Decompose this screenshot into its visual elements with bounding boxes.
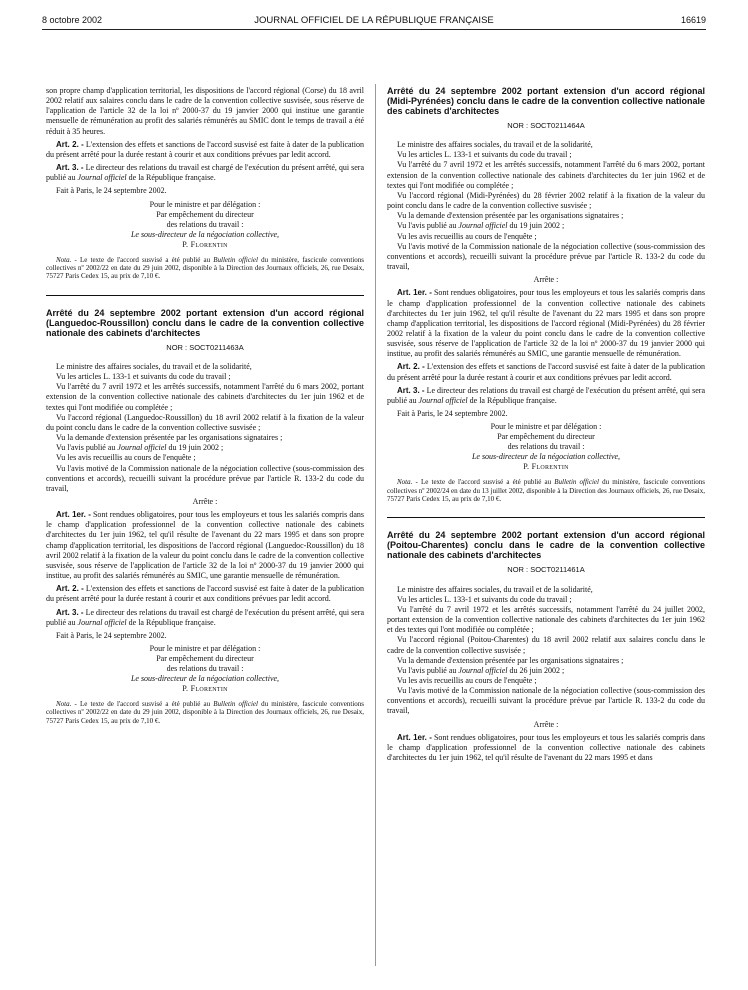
article-paragraph: Art. 2. - L'extension des effets et sanctions de l'accord susvisé est faite à dater de la publication du présent arrêté pour la durée restant à courir et aux conditions prévues par ledit accord. [46, 584, 364, 604]
header-page-number: 16619 [680, 15, 706, 25]
page-header [42, 13, 706, 30]
arrete-title: Arrêté du 24 septembre 2002 portant extension d'un accord régional (Languedoc-Roussillon) conclu dans le cadre de la convention collective nationale des cabinets d'architectes [46, 307, 364, 338]
fait-line: Fait à Paris, le 24 septembre 2002. [56, 186, 167, 196]
arrete-heading: Arrête : [533, 719, 559, 729]
article-paragraph: Art. 1er. - Sont rendues obligatoires, pour tous les employeurs et tous les salariés compris dans le champ d'application professionnel de la convention collective nationale des cabinets d'architectes du 1er juin 1962, tel qu'il résulte de l'avenant du 22 mars 1995 et dans [387, 732, 706, 763]
nota: Nota. - Le texte de l'accord susvisé a été publié au Bulletin officiel du ministère, fascicule conventions collectives nº 2002/22 en date du 29 juin 2002, disponible à la Direction des Journaux officiels, 26, rue Desaix, 75727 Paris Cedex 15, au prix de 7,10 €. [46, 255, 365, 281]
nor-reference: NOR : SOCT0211464A [507, 121, 585, 130]
fait-line: Fait à Paris, le 24 septembre 2002. [397, 409, 508, 419]
section-separator [387, 517, 705, 518]
signature-block: Pour le ministre et par délégation : Par empêchement du directeur des relations du travail : Le sous-directeur de la négociation collective, P. Florentin [130, 199, 280, 249]
arrete-heading: Arrête : [192, 496, 218, 506]
article-paragraph: Art. 2. - L'extension des effets et sanctions de l'accord susvisé est faite à dater de la publication du présent arrêté pour la durée restant à courir et aux conditions prévues par ledit accord. [387, 362, 705, 382]
nor-reference: NOR : SOCT0211461A [507, 565, 585, 575]
article-paragraph: Art. 1er. - Sont rendues obligatoires, pour tous les employeurs et tous les salariés compris dans le champ d'application professionnel de la convention collective nationale des cabinets d'architectes du 1er juin 1962, tel qu'il résulte de l'avenant du 22 mars 1995 et dans son propre champ d'application territorial, les dispositions de l'accord régional (Midi-Pyrénées) du 28 février 2002 relatif à la fixation de la valeur du point conclu dans le cadre de la convention collective susvisée, sous réserve de l'application de l'article 32 de la loi nº 2000-37 du 19 janvier 2000 qui institue, au profit des salariés rémunérés au SMIC, une garantie mensuelle de rémunération. [387, 288, 706, 359]
article-paragraph: Art. 3. - Le directeur des relations du travail est chargé de l'exécution du présent arrêté, qui sera publié au Journal officiel de la République française. [387, 385, 705, 405]
fait-line: Fait à Paris, le 24 septembre 2002. [56, 630, 167, 640]
section-separator [46, 295, 364, 296]
arrete-title: Arrêté du 24 septembre 2002 portant extension d'un accord régional (Poitou-Charentes) conclu dans le cadre de la convention collective nationale des cabinets d'architectes [387, 530, 705, 561]
article-paragraph: Art. 3. - Le directeur des relations du travail est chargé de l'exécution du présent arrêté, qui sera publié au Journal officiel de la République française. [46, 607, 364, 627]
nota: Nota. - Le texte de l'accord susvisé a été publié au Bulletin officiel du ministère, fascicule conventions collectives nº 2002/24 en date du 13 juillet 2002, disponible à la Direction des Journaux officiels, 26, rue Desaix, 75727 Paris Cedex 15, au prix de 7,10 €. [387, 478, 706, 504]
article-paragraph: Art. 1er. - Sont rendues obligatoires, pour tous les employeurs et tous les salariés compris dans le champ d'application professionnel de la convention collective nationale des cabinets d'architectes du 1er juin 1962, tel qu'il résulte de l'avenant du 22 mars 1995 et dans son propre champ d'application territorial, les dispositions de l'accord régional (Languedoc-Roussillon) du 18 avril 2002 relatif à la fixation de la valeur du point conclu dans le cadre de la convention collective susvisée, sous réserve de l'application de l'article 32 de la loi nº 2000-37 du 19 janvier 2000 qui institue, au profit des salariés rémunérés au SMIC, une garantie mensuelle de rémunération. [46, 510, 365, 581]
continued-text: son propre champ d'application territorial, les dispositions de l'accord régional (Corse) du 18 avril 2002 relatif aux salaires conclu dans le cadre de la convention collective susvisée, sous réserve de l'application de l'article 32 de la loi nº 2000-37 du 19 janvier 2000 qui institue une garantie mensuelle de rémunération au profit des salariés rémunérés au SMIC dont le temps de travail a été réduit à 35 heures. [46, 86, 364, 136]
arrete-title: Arrêté du 24 septembre 2002 portant extension d'un accord régional (Midi-Pyrénées) conclu dans le cadre de la convention collective nationale des cabinets d'architectes [387, 86, 705, 116]
header-date: 8 octobre 2002 [42, 15, 103, 25]
signature-block: Pour le ministre et par délégation : Par empêchement du directeur des relations du travail : Le sous-directeur de la négociation collective, P. Florentin [130, 644, 280, 693]
nor-reference: NOR : SOCT0211463A [166, 342, 244, 352]
header-title: JOURNAL OFFICIEL DE LA RÉPUBLIQUE FRANÇAISE [254, 15, 494, 26]
article-paragraph: Art. 3. - Le directeur des relations du travail est chargé de l'exécution du présent arrêté, qui sera publié au Journal officiel de la République française. [46, 163, 364, 183]
arrete-heading: Arrête : [533, 275, 559, 285]
column-divider [375, 84, 376, 966]
signature-block: Pour le ministre et par délégation : Par empêchement du directeur des relations du travail : Le sous-directeur de la négociation collective, P. Florentin [471, 422, 621, 472]
article-paragraph: Art. 2. - L'extension des effets et sanctions de l'accord susvisé est faite à dater de la publication du présent arrêté pour la durée restant à courir et aux conditions prévues par ledit accord. [46, 139, 364, 159]
left-column: son propre champ d'application territorial, les dispositions de l'accord régional (Corse) du 18 avril 2002 relatif aux salaires conclu dans le cadre de la convention collective susvisée, sous réserve de l'application de l'article 32 de la loi nº 2000-37 du 19 janvier 2000 qui institue une garantie mensuelle de rémunération au profit des salariés rémunérés au SMIC dont le temps de travail a été réduit à 35 heures. Art. 2. - L'extension des effets et sanctions de l'accord susvisé est faite à dater de la publication du présent arrêté pour la durée restant à courir et aux conditions prévues par ledit accord. Art. 3. - Le directeur des relations du travail est chargé de l'exécution du présent arrêté, qui sera publié au Journal officiel de la République française. Fait à Paris, le 24 septembre 2002. Pour le ministre et par délégation : Par empêchement du directeur des relations du travail : Le sous-directeur de la négociation collective, P. Florentin Nota. - Le texte de l'accord susvisé a été publié au Bulletin officiel du ministère, fascicule conventions collectives nº 2002/22 en date du 29 juin 2002, disponible à la Direction des Journaux officiels, 26, rue Desaix, 75727 Paris Cedex 15, au prix de 7,10 €. Arrêté du 24 septembre 2002 portant extension d'un accord régional (Languedoc-Roussillon) conclu dans le cadre de la convention collective nationale des cabinets d'architectes NOR : SOCT0211463A Le ministre des affaires sociales, du travail et de la solidarité, Vu les articles L. 133-1 et suivants du code du travail ; Vu l'arrêté du 7 avril 1972 et les arrêtés successifs, notamment l'arrêté du 6 mars 2002, portant extension de la convention collective nationale des cabinets d'architectes du 1er juin 1962 et de textes qui l'ont modifiée ou complétée ; Vu l'accord régional (Languedoc-Roussillon) du 18 avril 2002 relatif à la fixation de la valeur du point conclu dans le cadre de la convention collective susvisée ; Vu la demande d'extension présentée par les organisations signataires ; Vu l'avis publié au Journal officiel du 19 juin 2002 ; Vu les avis recueillis au cours de l'enquête ; Vu l'avis motivé de la Commission nationale de la négociation collective (sous-commission des conventions et accords), recueilli suivant la procédure prévue par l'article R. 133-2 du code du travail, Arrête : Art. 1er. - Sont rendues obligatoires, pour tous les employeurs et tous les salariés compris dans le champ d'application professionnel de la convention collective nationale des cabinets d'architectes du 1er juin 1962, tel qu'il résulte de l'avenant du 22 mars 1995 et dans son propre champ d'application territorial, les dispositions de l'accord régional (Languedoc-Roussillon) du 18 avril 2002 relatif à la fixation de la valeur du point conclu dans le cadre de la convention collective susvisée, sous réserve de l'application de l'article 32 de la loi nº 2000-37 du 19 janvier 2000 qui institue, au profit des salariés rémunérés au SMIC, une garantie mensuelle de rémunération. Art. 2. - L'extension des effets et sanctions de l'accord susvisé est faite à dater de la publication du présent arrêté pour la durée restant à courir et aux conditions prévues par ledit accord. Art. 3. - Le directeur des relations du travail est chargé de l'exécution du présent arrêté, qui sera publié au Journal officiel de la République française. Fait à Paris, le 24 septembre 2002. Pour le ministre et par délégation : Par empêchement du directeur des relations du travail : Le sous-directeur de la négociation collective, P. Florentin Nota. - Le texte de l'accord susvisé a été publié au Bulletin officiel du ministère, fascicule conventions collectives nº 2002/22 en date du 29 juin 2002, disponible à la Direction des Journaux officiels, 26, rue Desaix, 75727 Paris Cedex 15, au prix de 7,10 €. [46, 86, 365, 725]
nota: Nota. - Le texte de l'accord susvisé a été publié au Bulletin officiel du ministère, fascicule conventions collectives nº 2002/22 en date du 29 juin 2002, disponible à la Direction des Journaux officiels, 26, rue Desaix, 75727 Paris Cedex 15, au prix de 7,10 €. [46, 700, 365, 725]
right-column: Arrêté du 24 septembre 2002 portant extension d'un accord régional (Midi-Pyrénées) conclu dans le cadre de la convention collective nationale des cabinets d'architectes NOR : SOCT0211464A Le ministre des affaires sociales, du travail et de la solidarité, Vu les articles L. 133-1 et suivants du code du travail ; Vu l'arrêté du 7 avril 1972 et les arrêtés successifs, notamment l'arrêté du 6 mars 2002, portant extension de la convention collective nationale des cabinets d'architectes du 1er juin 1962 et de textes qui l'ont modifiée ou complétée ; Vu l'accord régional (Midi-Pyrénées) du 28 février 2002 relatif à la fixation de la valeur du point conclu dans le cadre de la convention collective susvisée ; Vu la demande d'extension présentée par les organisations signataires ; Vu l'avis publié au Journal officiel du 19 juin 2002 ; Vu les avis recueillis au cours de l'enquête ; Vu l'avis motivé de la Commission nationale de la négociation collective (sous-commission des conventions et accords), recueilli suivant la procédure prévue par l'article R. 133-2 du code du travail, Arrête : Art. 1er. - Sont rendues obligatoires, pour tous les employeurs et tous les salariés compris dans le champ d'application professionnel de la convention collective nationale des cabinets d'architectes du 1er juin 1962, tel qu'il résulte de l'avenant du 22 mars 1995 et dans son propre champ d'application territorial, les dispositions de l'accord régional (Midi-Pyrénées) du 28 février 2002 relatif à la fixation de la valeur du point conclu dans le cadre de la convention collective susvisée, sous réserve de l'application de l'article 32 de la loi nº 2000-37 du 19 janvier 2000 qui institue, au profit des salariés rémunérés au SMIC, une garantie mensuelle de rémunération. Art. 2. - L'extension des effets et sanctions de l'accord susvisé est faite à dater de la publication du présent arrêté pour la durée restant à courir et aux conditions prévues par ledit accord. Art. 3. - Le directeur des relations du travail est chargé de l'exécution du présent arrêté, qui sera publié au Journal officiel de la République française. Fait à Paris, le 24 septembre 2002. Pour le ministre et par délégation : Par empêchement du directeur des relations du travail : Le sous-directeur de la négociation collective, P. Florentin Nota. - Le texte de l'accord susvisé a été publié au Bulletin officiel du ministère, fascicule conventions collectives nº 2002/24 en date du 13 juillet 2002, disponible à la Direction des Journaux officiels, 26, rue Desaix, 75727 Paris Cedex 15, au prix de 7,10 €. Arrêté du 24 septembre 2002 portant extension d'un accord régional (Poitou-Charentes) conclu dans le cadre de la convention collective nationale des cabinets d'architectes NOR : SOCT0211461A Le ministre des affaires sociales, du travail et de la solidarité, Vu les articles L. 133-1 et suivants du code du travail ; Vu l'arrêté du 7 avril 1972 et les arrêtés successifs, notamment l'arrêté du 24 juillet 2002, portant extension de la convention collective nationale des cabinets d'architectes du 1er juin 1962 et des textes qui l'ont modifiée ou complétée ; Vu l'accord régional (Poitou-Charentes) du 18 avril 2002 relatif aux salaires conclu dans le cadre de la convention collective susvisée ; Vu la demande d'extension présentée par les organisations signataires ; Vu l'avis publié au Journal officiel du 26 juin 2002 ; Vu les avis recueillis au cours de l'enquête ; Vu l'avis motivé de la Commission nationale de la négociation collective (sous-commission des conventions et accords), recueilli suivant la procédure prévue par l'article R. 133-2 du code du travail, Arrête : Art. 1er. - Sont rendues obligatoires, pour tous les employeurs et tous les salariés compris dans le champ d'application professionnel de la convention collective nationale des cabinets d'architectes du 1er juin 1962, tel qu'il résulte de l'avenant du 22 mars 1995 et dans [387, 86, 706, 763]
